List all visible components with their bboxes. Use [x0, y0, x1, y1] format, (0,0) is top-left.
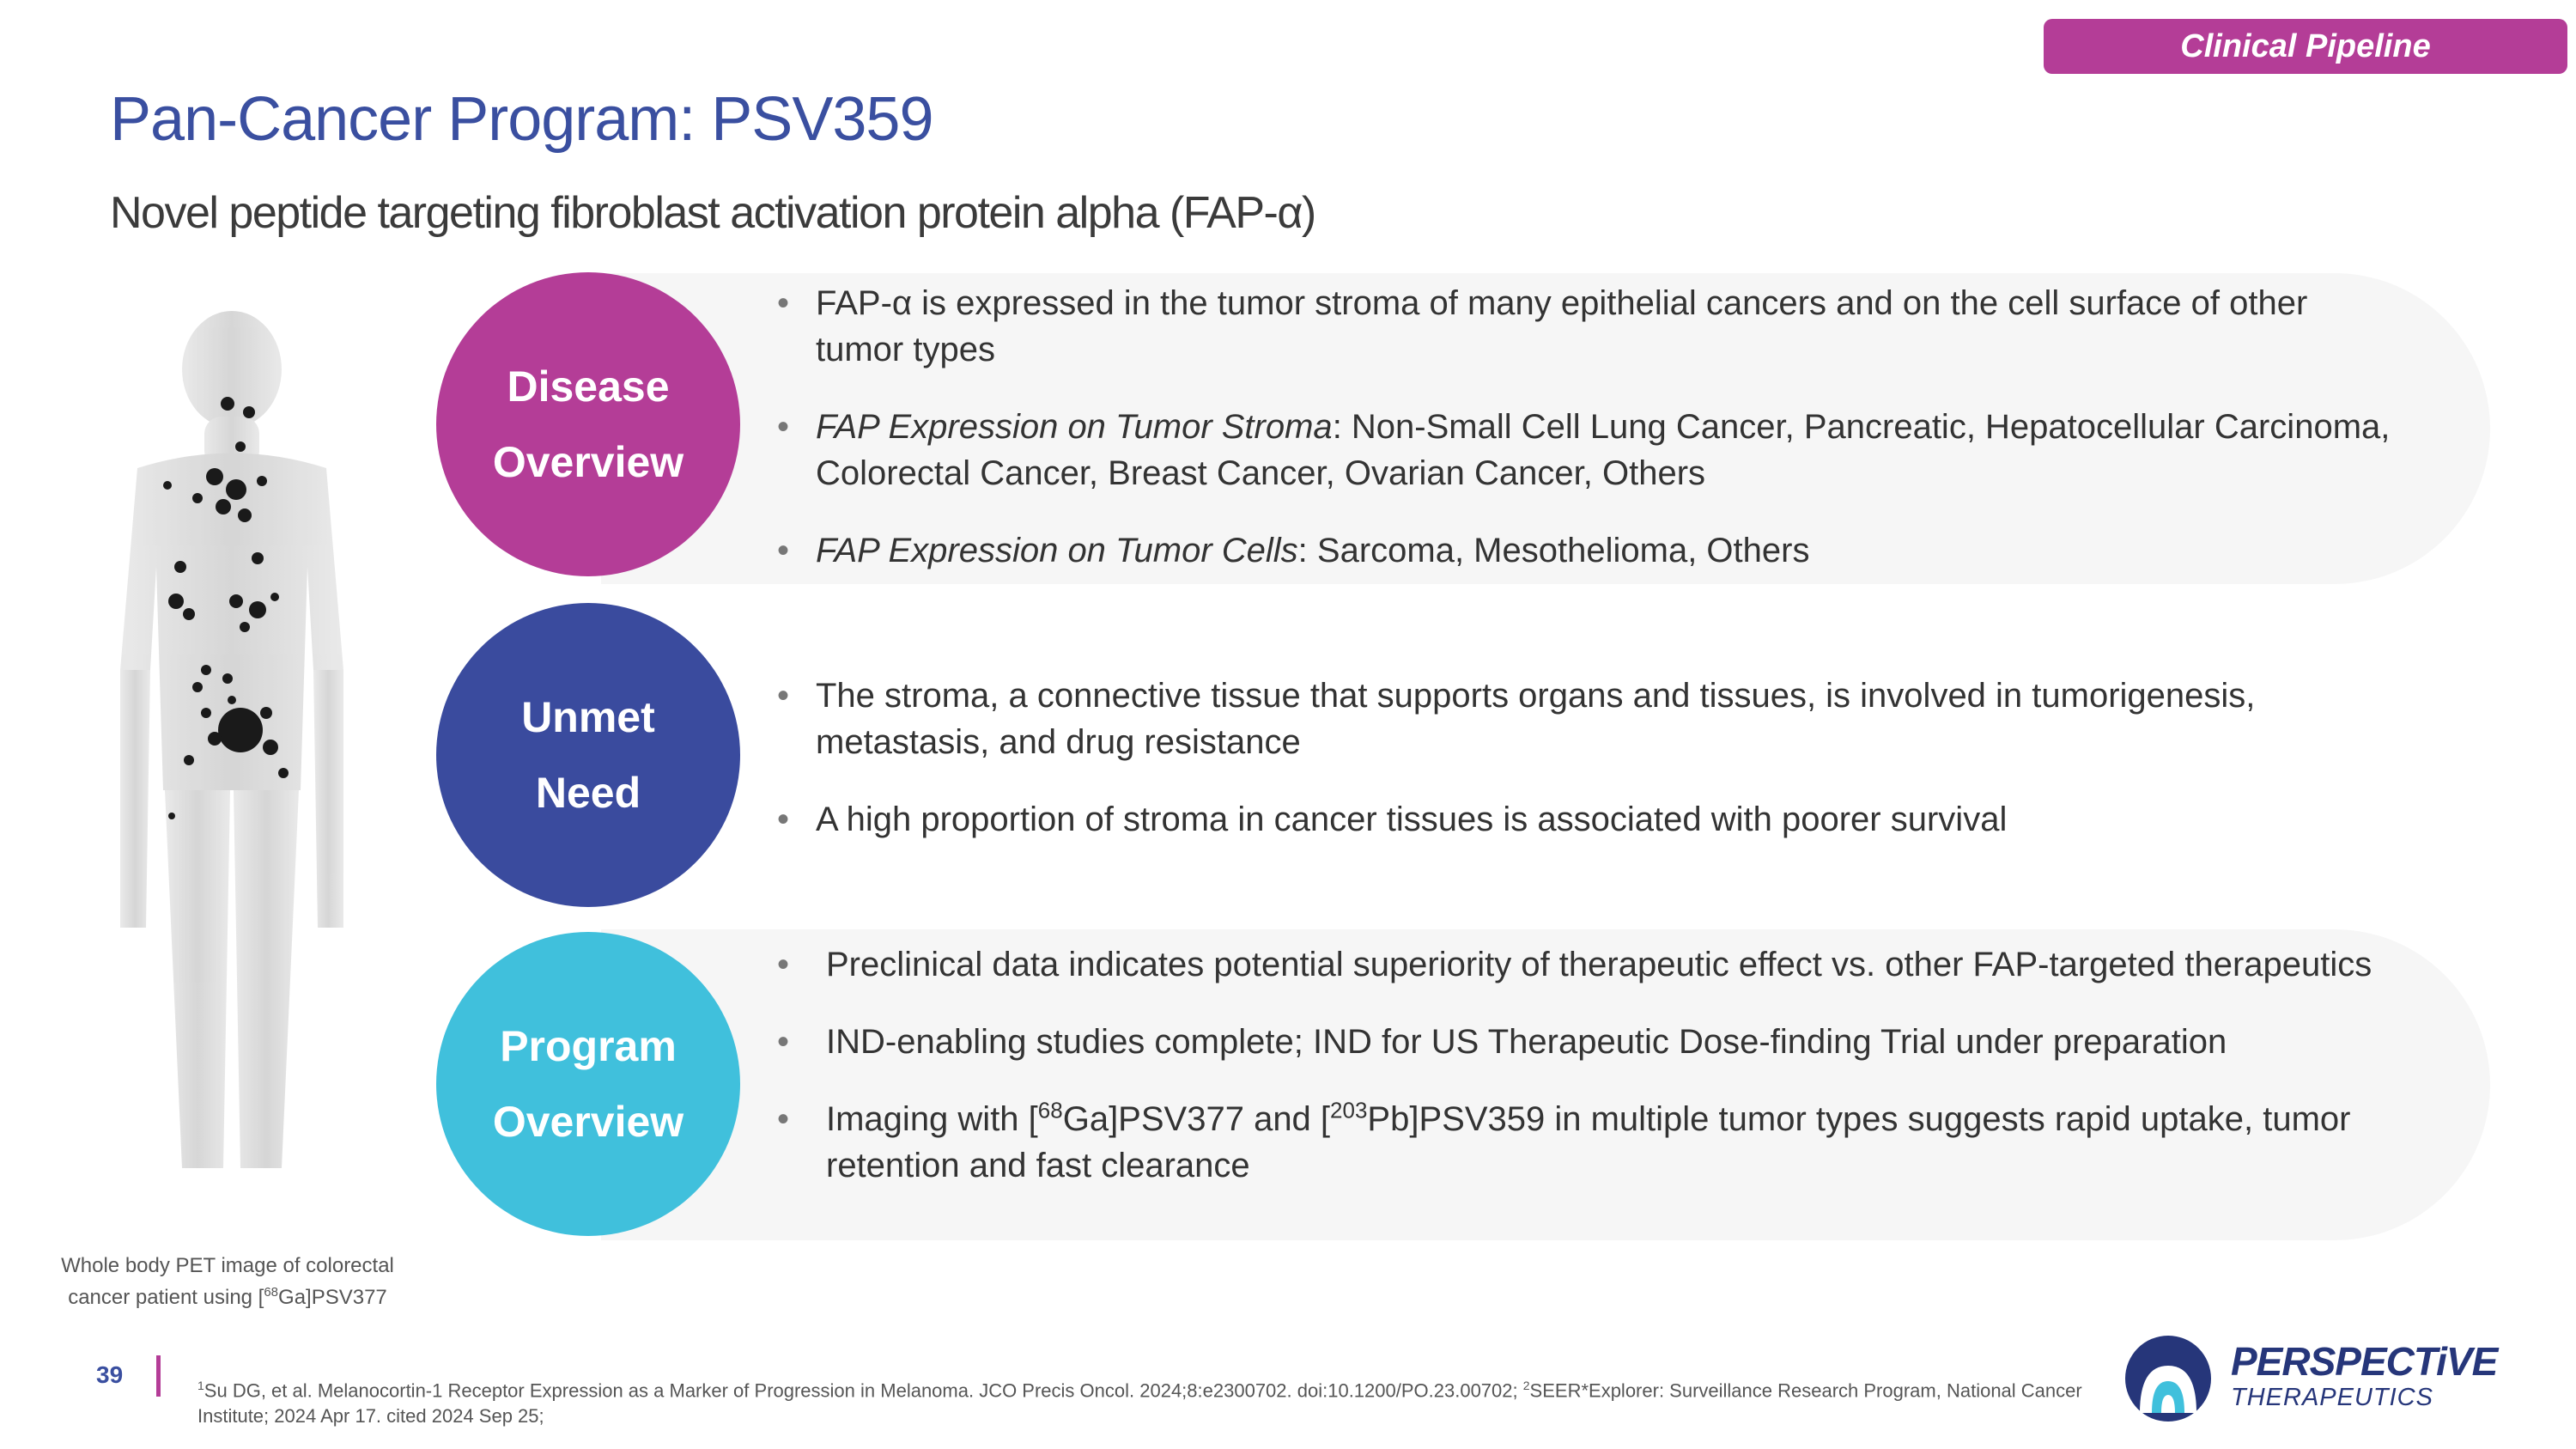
page-subtitle: Novel peptide targeting fibroblast activation protein alpha (FAP-α): [110, 188, 1315, 238]
page-divider: [156, 1355, 161, 1397]
company-logo: [2231, 1340, 2497, 1412]
program-overview-circle: [436, 932, 740, 1236]
section-tag: [2044, 19, 2567, 74]
list-item: • IND-enabling studies complete; IND for US Therapeutic Dose-finding Trial under preparation: [773, 1019, 2404, 1065]
program-overview-label-2: Overview: [492, 1098, 684, 1146]
unmet-need-label-2: Need: [535, 769, 641, 817]
program-overview-label-1: Program: [500, 1022, 677, 1070]
unmet-need-list: [773, 673, 2404, 874]
list-item: • FAP Expression on Tumor Cells: Sarcoma, Mesothelioma, Others: [773, 527, 2404, 574]
list-item: • A high proportion of stroma in cancer tissues is associated with poorer survival: [773, 796, 2404, 843]
page-title: Pan-Cancer Program: PSV359: [110, 85, 933, 154]
disease-overview-circle: [436, 272, 740, 576]
program-overview-list: [773, 941, 2404, 1220]
page-number: 39: [96, 1361, 124, 1388]
footnote: $^1$Su DG, et al. Melanocortin-1 Receptor Expression as a Marker of Progression in Melanoma. JCO Precis Oncol. 2024;8:e2300702. doi:10.1200/PO.23.00702; $^2$SEER*Explorer: Surveillance Research Program, National Cancer Institute; 2024 Apr 17. cited 2024 Sep 25;: [197, 1379, 2082, 1428]
figure-caption-line1: Whole body PET image of colorectal: [61, 1254, 394, 1277]
disease-overview-label-2: Overview: [492, 438, 684, 486]
unmet-need-label-1: Unmet: [521, 693, 655, 741]
disease-overview-label-1: Disease: [507, 362, 670, 411]
logo-line-2: THERAPEUTICS: [2231, 1384, 2433, 1411]
unmet-need-circle: [436, 603, 740, 907]
figure-caption-line2: cancer patient using [$^{68}$Ga]PSV377: [68, 1285, 387, 1309]
list-item: • FAP-α is expressed in the tumor stroma of many epithelial cancers and on the cell surface of other tumor types: [773, 280, 2404, 373]
perspective-logo-icon: [2121, 1331, 2215, 1426]
disease-overview-list: [773, 280, 2404, 605]
list-item: • Imaging with [$^{68}$Ga]PSV377 and [$^{203}$Pb]PSV359 in multiple tumor types suggests rapid uptake, tumor retention and fast clearance: [773, 1096, 2404, 1189]
figure-caption: [34, 1252, 421, 1311]
pet-scan-image: [86, 309, 378, 1185]
list-item: • FAP Expression on Tumor Stroma: Non-Small Cell Lung Cancer, Pancreatic, Hepatocellular Carcinoma, Colorectal Cancer, Breast Cancer, Ovarian Cancer, Others: [773, 404, 2404, 496]
list-item: • The stroma, a connective tissue that supports organs and tissues, is involved in tumorigenesis, metastasis, and drug resistance: [773, 673, 2404, 765]
list-item: • Preclinical data indicates potential superiority of therapeutic effect vs. other FAP-targeted therapeutics: [773, 941, 2404, 988]
section-tag-label: Clinical Pipeline: [2180, 27, 2431, 64]
logo-line-1: PERSPECTiVE: [2231, 1339, 2498, 1384]
